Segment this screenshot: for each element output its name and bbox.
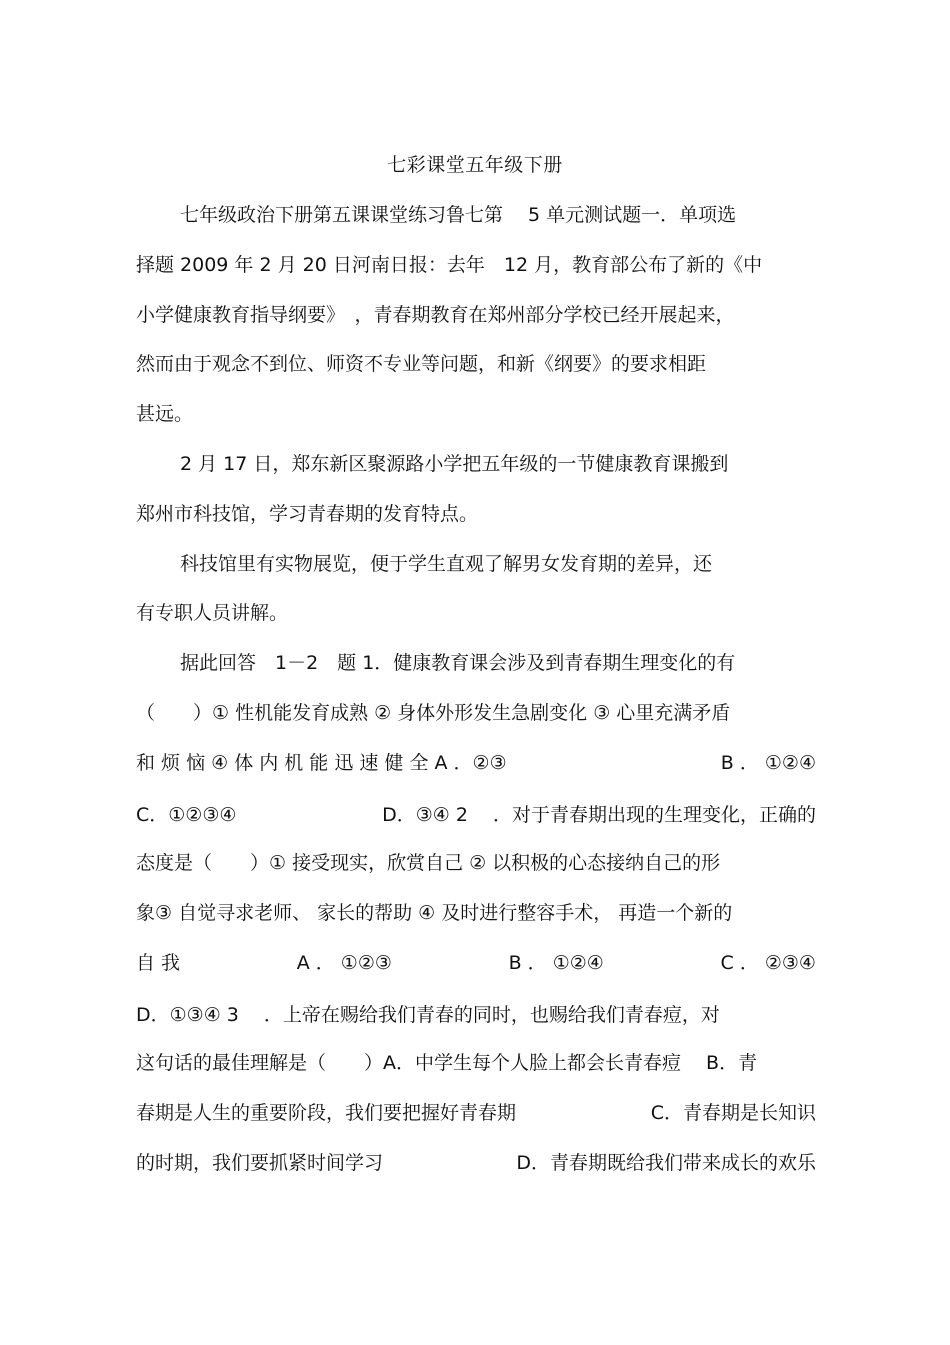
text-segment: C．①②③④ [136,804,237,826]
text-line [136,800,816,830]
text-line [136,748,816,778]
text-line [136,1098,816,1128]
text-line [136,948,816,978]
text-line: 小学健康教育指导纲要》 ，青春期教育在郑州部分学校已经开展起来， [136,304,735,326]
text-segment: 自 我 [136,952,181,974]
text-line: 态度是（ ）① 接受现实，欣赏自己 ② 以积极的心态接纳自己的形 [136,852,721,874]
text-segment: D．③④ 2 ．对于青春期出现的生理变化，正确的 [382,804,816,826]
text-line: 这句话的最佳理解是（ ）A．中学生每个人脸上都会长青春痘 B．青 [136,1052,758,1074]
text-segment: 春期是人生的重要阶段，我们要把握好青春期 [136,1102,517,1124]
text-line: 郑州市科技馆，学习青春期的发育特点。 [136,503,479,525]
text-line: 七年级政治下册第五课课堂练习鲁七第 5 单元测试题一．单项选 [180,204,737,226]
text-segment: C．青春期是长知识 [650,1102,816,1124]
text-segment: B ． ①②④ [720,752,816,774]
text-line: 据此回答 1－2 题 1．健康教育课会涉及到青春期生理变化的有 [180,652,736,674]
text-segment: C ． ②③④ [720,952,816,974]
text-line [136,1148,816,1178]
text-line: 择题 2009 年 2 月 20 日河南日报：去年 12 月，教育部公布了新的《中 [136,254,763,276]
text-line: 然而由于观念不到位、师资不专业等问题，和新《纲要》的要求相距 [136,353,707,375]
text-line: 科技馆里有实物展览，便于学生直观了解男女发育期的差异，还 [180,553,713,575]
text-segment: 的时期，我们要抓紧时间学习 [136,1152,384,1174]
page-title: 七彩课堂五年级下册 [387,154,563,176]
text-line: 有专职人员讲解。 [136,602,289,624]
text-line: 象③ 自觉寻求老师、 家长的帮助 ④ 及时进行整容手术， 再造一个新的 [136,902,733,924]
text-line: （ ）① 性机能发育成熟 ② 身体外形发生急剧变化 ③ 心里充满矛盾 [136,702,731,724]
text-segment: D．青春期既给我们带来成长的欢乐 [516,1152,816,1174]
text-segment: B ． ①②④ [508,952,604,974]
text-segment: A ． ①②③ [296,952,392,974]
text-segment: 和 烦 恼 ④ 体 内 机 能 迅 速 健 全 A ．②③ [136,752,507,774]
text-line: 2 月 17 日，郑东新区聚源路小学把五年级的一节健康教育课搬到 [180,453,729,475]
text-line: D．①③④ 3 ．上帝在赐给我们青春的同时，也赐给我们青春痘，对 [136,1004,720,1026]
text-line: 甚远。 [136,403,194,425]
